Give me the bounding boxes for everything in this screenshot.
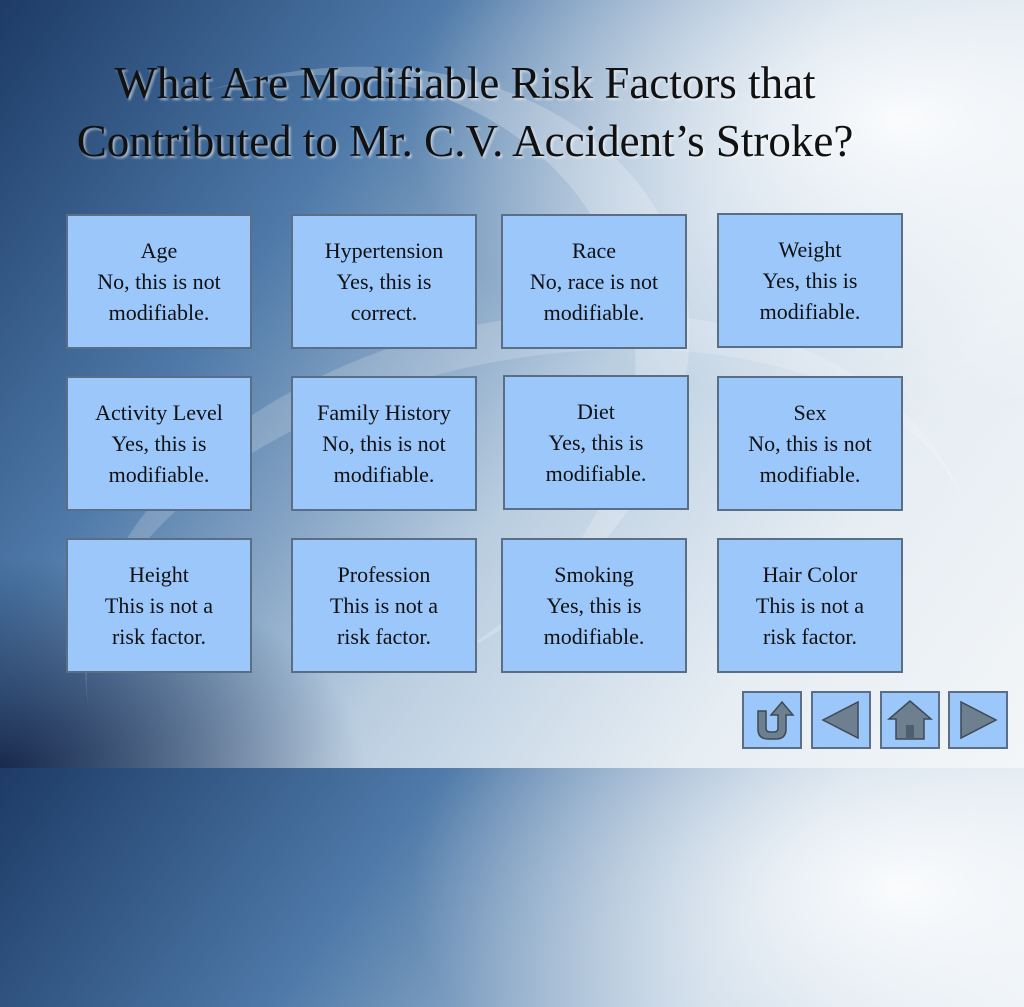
card-text-line-1: Yes, this is <box>762 268 858 293</box>
slide-title <box>0 54 930 170</box>
previous-triangle-icon <box>818 697 864 743</box>
card-text-line-2: modifiable. <box>108 300 210 325</box>
card-name: Profession <box>337 562 431 587</box>
card-text-line-2: modifiable. <box>759 299 861 324</box>
card-name: Family History <box>317 400 451 425</box>
card-text-line-1: Yes, this is <box>548 430 644 455</box>
card-height[interactable] <box>66 538 252 673</box>
card-name: Hypertension <box>324 238 444 263</box>
home-button[interactable] <box>880 691 940 749</box>
card-hair-color[interactable] <box>717 538 903 673</box>
card-name: Age <box>140 238 178 263</box>
card-text-line-2: correct. <box>350 300 418 325</box>
card-name: Diet <box>577 399 615 424</box>
card-text-line-2: modifiable. <box>543 624 645 649</box>
card-hypertension[interactable] <box>291 214 477 349</box>
card-family-history[interactable] <box>291 376 477 511</box>
card-text-line-2: modifiable. <box>543 300 645 325</box>
card-text-line-1: This is not a <box>755 593 865 618</box>
card-text-line-2: modifiable. <box>759 462 861 487</box>
card-text-line-1: No, this is not <box>322 431 446 456</box>
card-smoking[interactable] <box>501 538 687 673</box>
card-text-line-1: This is not a <box>329 593 439 618</box>
card-text-line-2: risk factor. <box>111 624 207 649</box>
slide-title-line-2: Contributed to Mr. C.V. Accident’s Stroke? <box>76 116 854 166</box>
card-weight[interactable] <box>717 213 903 348</box>
card-name: Hair Color <box>762 562 858 587</box>
card-profession[interactable] <box>291 538 477 673</box>
card-text-line-2: modifiable. <box>108 462 210 487</box>
card-text-line-1: No, this is not <box>748 431 872 456</box>
return-arrow-icon <box>749 697 795 743</box>
card-name: Activity Level <box>95 400 223 425</box>
card-name: Weight <box>778 237 842 262</box>
next-button[interactable] <box>948 691 1008 749</box>
card-name: Race <box>572 238 616 263</box>
card-race[interactable] <box>501 214 687 349</box>
card-name: Sex <box>793 400 827 425</box>
card-text-line-1: Yes, this is <box>111 431 207 456</box>
home-icon <box>886 697 934 743</box>
card-text-line-2: risk factor. <box>336 624 432 649</box>
card-text-line-2: modifiable. <box>545 461 647 486</box>
card-name: Height <box>129 562 189 587</box>
card-age[interactable] <box>66 214 252 349</box>
card-text-line-1: Yes, this is <box>546 593 642 618</box>
card-text-line-2: risk factor. <box>762 624 858 649</box>
card-text-line-1: No, this is not <box>97 269 221 294</box>
previous-button[interactable] <box>811 691 871 749</box>
slide-title-line-1: What Are Modifiable Risk Factors that <box>114 58 816 108</box>
card-text-line-1: This is not a <box>104 593 214 618</box>
card-activity-level[interactable] <box>66 376 252 511</box>
card-text-line-1: Yes, this is <box>336 269 432 294</box>
next-triangle-icon <box>955 697 1001 743</box>
card-diet[interactable] <box>503 375 689 510</box>
return-button[interactable] <box>742 691 802 749</box>
card-text-line-2: modifiable. <box>333 462 435 487</box>
card-name: Smoking <box>554 562 634 587</box>
card-sex[interactable] <box>717 376 903 511</box>
card-text-line-1: No, race is not <box>529 269 659 294</box>
